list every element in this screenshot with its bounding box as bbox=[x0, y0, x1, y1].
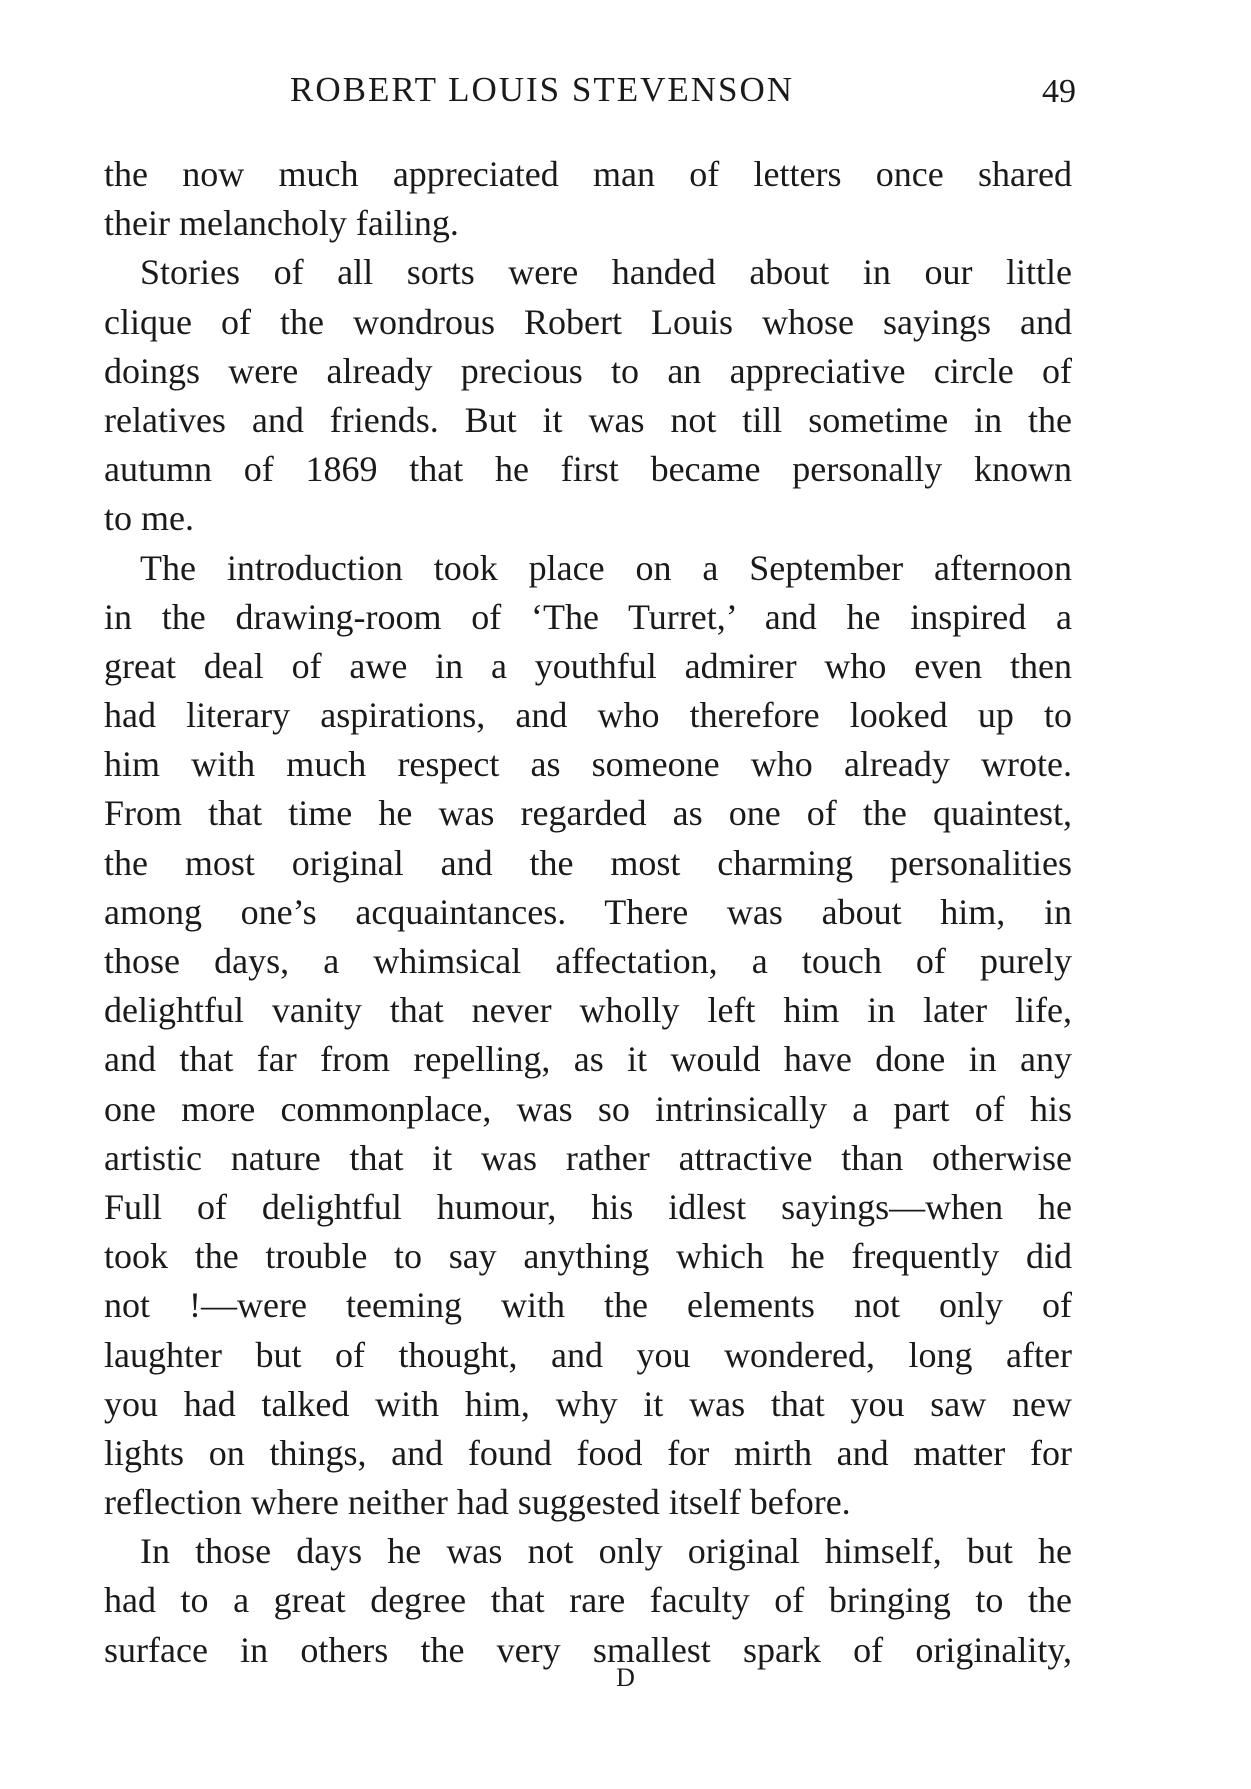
text-line: reflection where neither had suggested itself before. bbox=[104, 1482, 851, 1523]
text-line: relatives and friends. But it was not till sometime in the bbox=[104, 399, 1072, 440]
text-line: clique of the wondrous Robert Louis whose sayings and bbox=[104, 301, 1072, 342]
text-line: not !—were teeming with the elements not only of bbox=[104, 1285, 1072, 1326]
text-line: great deal of awe in a youthful admirer who even then bbox=[104, 645, 1072, 686]
text-line: and that far from repelling, as it would have done in any bbox=[104, 1039, 1072, 1080]
text-line: those days, a whimsical affectation, a touch of purely bbox=[104, 941, 1072, 981]
text-line: took the trouble to say anything which he frequently did bbox=[104, 1236, 1072, 1277]
text-line: In those days he was not only original himself, but he bbox=[140, 1531, 1072, 1572]
text-line: delightful vanity that never wholly left him in later life, bbox=[104, 990, 1072, 1031]
body-text bbox=[104, 150, 1072, 1675]
text-line: the now much appreciated man of letters once shared bbox=[104, 154, 1072, 194]
text-line: him with much respect as someone who already wrote. bbox=[104, 744, 1072, 785]
text-line: Stories of all sorts were handed about in our little bbox=[140, 252, 1072, 293]
text-line: surface in others the very smallest spark of originality, bbox=[104, 1629, 1072, 1670]
text-line: doings were already precious to an appreciative circle of bbox=[104, 350, 1072, 391]
text-line: their melancholy failing. bbox=[104, 203, 459, 244]
text-line: one more commonplace, was so intrinsically a part of his bbox=[104, 1088, 1072, 1129]
text-line: the most original and the most charming personalities bbox=[104, 842, 1072, 883]
text-line: The introduction took place on a September afternoon bbox=[140, 547, 1072, 588]
running-title: ROBERT LOUIS STEVENSON bbox=[290, 70, 795, 109]
text-line: among one’s acquaintances. There was about him, in bbox=[104, 891, 1072, 932]
text-line: had literary aspirations, and who therefore looked up to bbox=[104, 695, 1072, 736]
text-line: had to a great degree that rare faculty of bringing to the bbox=[104, 1580, 1072, 1621]
text-line: in the drawing-room of ‘The Turret,’ and he inspired a bbox=[104, 596, 1072, 637]
text-line: lights on things, and found food for mirth and matter for bbox=[104, 1432, 1072, 1473]
text-line: laughter but of thought, and you wondered, long after bbox=[104, 1334, 1072, 1375]
text-line: you had talked with him, why it was that you saw new bbox=[104, 1383, 1072, 1424]
signature-mark: D bbox=[616, 1663, 635, 1692]
page-number: 49 bbox=[1042, 73, 1076, 110]
text-line: autumn of 1869 that he first became personally known bbox=[104, 449, 1072, 490]
running-head bbox=[104, 66, 1084, 114]
text-line: Full of delightful humour, his idlest sayings—when he bbox=[104, 1186, 1072, 1227]
text-line: artistic nature that it was rather attractive than otherwise bbox=[104, 1137, 1072, 1178]
text-line: From that time he was regarded as one of the quaintest, bbox=[104, 793, 1072, 834]
text-line: to me. bbox=[104, 498, 194, 539]
